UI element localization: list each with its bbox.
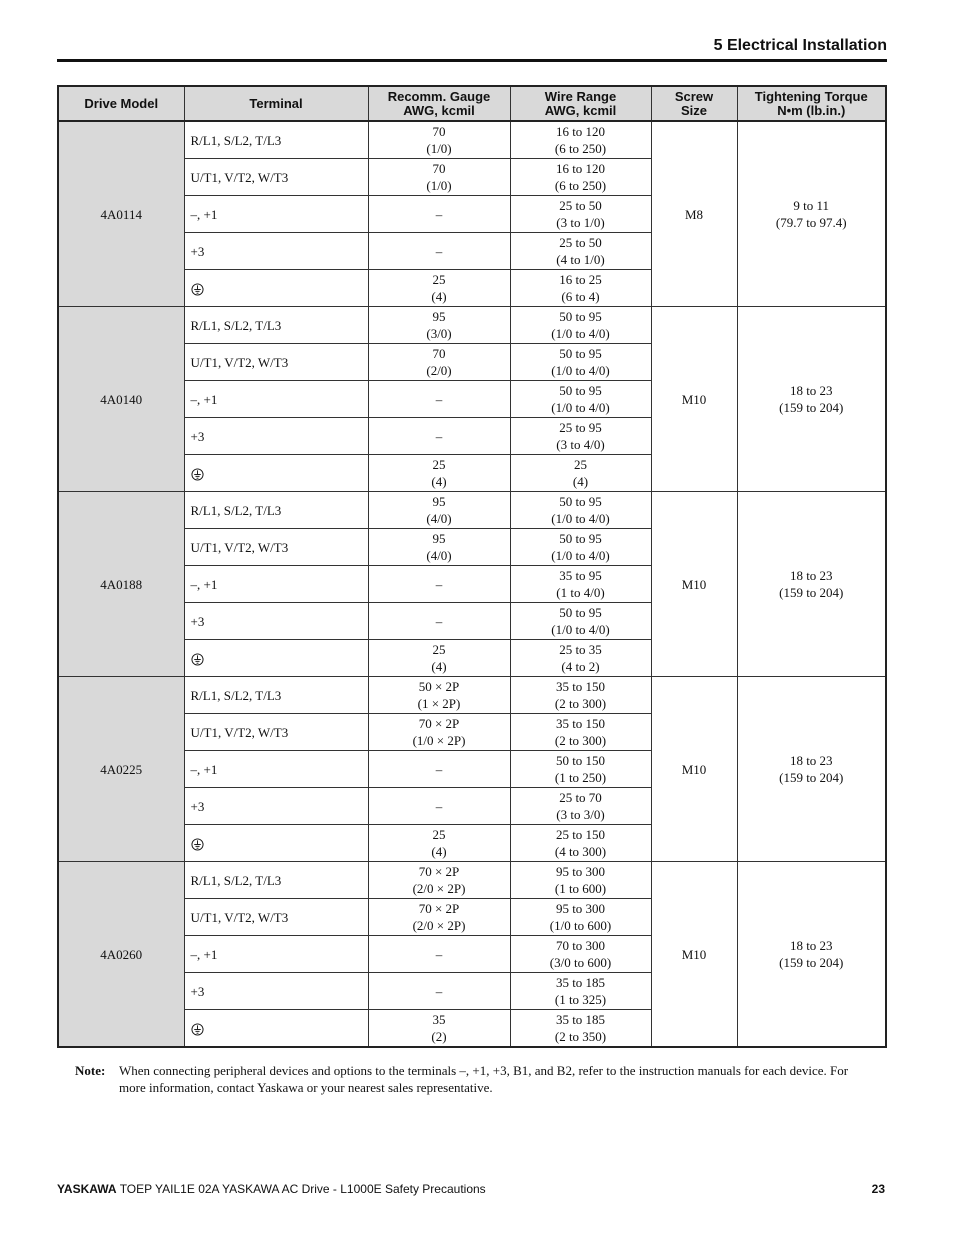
wire-range-cell: 16 to 25 (6 to 4): [510, 270, 651, 307]
drive-model-cell: 4A0140: [58, 307, 184, 492]
terminal-cell: U/T1, V/T2, W/T3: [184, 899, 368, 936]
footer-brand: YASKAWA: [57, 1182, 117, 1196]
wire-range-cell: 50 to 95 (1/0 to 4/0): [510, 529, 651, 566]
footer-text: TOEP YAIL1E 02A YASKAWA AC Drive - L1000E Safety Precautions: [116, 1182, 486, 1196]
recomm-gauge-cell: 70 × 2P (2/0 × 2P): [368, 862, 510, 899]
recomm-gauge-cell: 25 (4): [368, 455, 510, 492]
recomm-gauge-cell: –: [368, 973, 510, 1010]
terminal-cell: +3: [184, 973, 368, 1010]
ground-icon: [191, 283, 204, 296]
screw-size-cell: M8: [651, 121, 737, 307]
terminal-cell: R/L1, S/L2, T/L3: [184, 677, 368, 714]
recomm-gauge-cell: 70 (2/0): [368, 344, 510, 381]
terminal-cell: [184, 1010, 368, 1048]
recomm-gauge-cell: 70 × 2P (2/0 × 2P): [368, 899, 510, 936]
recomm-gauge-cell: 70 (1/0): [368, 159, 510, 196]
screw-size-cell: M10: [651, 677, 737, 862]
recomm-gauge-cell: –: [368, 196, 510, 233]
terminal-cell: –, +1: [184, 566, 368, 603]
terminal-cell: –, +1: [184, 751, 368, 788]
recomm-gauge-cell: 25 (4): [368, 640, 510, 677]
terminal-cell: U/T1, V/T2, W/T3: [184, 714, 368, 751]
screw-size-cell: M10: [651, 862, 737, 1048]
wire-range-cell: 70 to 300 (3/0 to 600): [510, 936, 651, 973]
terminal-cell: +3: [184, 788, 368, 825]
note-label: Note:: [75, 1063, 106, 1078]
wire-range-cell: 25 to 50 (3 to 1/0): [510, 196, 651, 233]
terminal-cell: U/T1, V/T2, W/T3: [184, 159, 368, 196]
terminal-cell: R/L1, S/L2, T/L3: [184, 121, 368, 159]
note-text: When connecting peripheral devices and options to the terminals –, +1, +3, B1, and B2, refer to the instruction manuals for each device. For more information, contact Yaskawa or your nearest sales representative.: [119, 1063, 849, 1095]
ground-icon: [191, 838, 204, 851]
recomm-gauge-cell: –: [368, 381, 510, 418]
recomm-gauge-cell: 95 (4/0): [368, 529, 510, 566]
recomm-gauge-cell: –: [368, 233, 510, 270]
terminal-cell: –, +1: [184, 936, 368, 973]
wire-range-cell: 50 to 95 (1/0 to 4/0): [510, 307, 651, 344]
tightening-torque-cell: 18 to 23 (159 to 204): [737, 677, 886, 862]
wire-range-cell: 35 to 95 (1 to 4/0): [510, 566, 651, 603]
wire-range-cell: 25 (4): [510, 455, 651, 492]
wire-range-cell: 50 to 95 (1/0 to 4/0): [510, 492, 651, 529]
wire-range-cell: 35 to 150 (2 to 300): [510, 677, 651, 714]
drive-model-cell: 4A0225: [58, 677, 184, 862]
tightening-torque-cell: 18 to 23 (159 to 204): [737, 862, 886, 1048]
wire-range-cell: 35 to 185 (1 to 325): [510, 973, 651, 1010]
wire-range-cell: 50 to 150 (1 to 250): [510, 751, 651, 788]
recomm-gauge-cell: 70 (1/0): [368, 121, 510, 159]
table-header-row: [58, 86, 886, 121]
ground-icon: [191, 1023, 204, 1036]
terminal-cell: [184, 640, 368, 677]
table-row: [58, 307, 886, 344]
terminal-cell: U/T1, V/T2, W/T3: [184, 529, 368, 566]
wire-range-cell: 25 to 150 (4 to 300): [510, 825, 651, 862]
ground-icon: [191, 468, 204, 481]
terminal-cell: U/T1, V/T2, W/T3: [184, 344, 368, 381]
terminal-cell: R/L1, S/L2, T/L3: [184, 862, 368, 899]
recomm-gauge-cell: 70 × 2P (1/0 × 2P): [368, 714, 510, 751]
drive-model-cell: 4A0188: [58, 492, 184, 677]
recomm-gauge-cell: –: [368, 788, 510, 825]
ground-icon: [191, 653, 204, 666]
wire-range-cell: 25 to 95 (3 to 4/0): [510, 418, 651, 455]
recomm-gauge-cell: 95 (4/0): [368, 492, 510, 529]
screw-size-cell: M10: [651, 307, 737, 492]
header-rule: [57, 59, 887, 62]
wire-gauge-table: [57, 85, 887, 1048]
header-tightening-torque: Tightening Torque N•m (lb.in.): [737, 86, 886, 121]
table-row: [58, 862, 886, 899]
recomm-gauge-cell: 25 (4): [368, 825, 510, 862]
tightening-torque-cell: 18 to 23 (159 to 204): [737, 307, 886, 492]
recomm-gauge-cell: –: [368, 603, 510, 640]
header-screw-size: Screw Size: [651, 86, 737, 121]
recomm-gauge-cell: 50 × 2P (1 × 2P): [368, 677, 510, 714]
wire-range-cell: 16 to 120 (6 to 250): [510, 159, 651, 196]
section-title: 5 Electrical Installation: [713, 37, 887, 54]
screw-size-cell: M10: [651, 492, 737, 677]
terminal-cell: [184, 270, 368, 307]
recomm-gauge-cell: –: [368, 418, 510, 455]
drive-model-cell: 4A0114: [58, 121, 184, 307]
recomm-gauge-cell: –: [368, 751, 510, 788]
header-terminal: Terminal: [184, 86, 368, 121]
wire-range-cell: 50 to 95 (1/0 to 4/0): [510, 344, 651, 381]
terminal-cell: [184, 455, 368, 492]
terminal-cell: +3: [184, 603, 368, 640]
wire-range-cell: 25 to 35 (4 to 2): [510, 640, 651, 677]
wire-range-cell: 50 to 95 (1/0 to 4/0): [510, 381, 651, 418]
recomm-gauge-cell: 25 (4): [368, 270, 510, 307]
page-footer: [57, 1182, 885, 1198]
header-recomm-gauge: Recomm. Gauge AWG, kcmil: [368, 86, 510, 121]
wire-range-cell: 95 to 300 (1/0 to 600): [510, 899, 651, 936]
page-number: 23: [871, 1182, 885, 1196]
wire-range-cell: 35 to 185 (2 to 350): [510, 1010, 651, 1048]
terminal-cell: –, +1: [184, 381, 368, 418]
tightening-torque-cell: 18 to 23 (159 to 204): [737, 492, 886, 677]
header-wire-range: Wire Range AWG, kcmil: [510, 86, 651, 121]
recomm-gauge-cell: 95 (3/0): [368, 307, 510, 344]
table-row: [58, 121, 886, 159]
terminal-cell: R/L1, S/L2, T/L3: [184, 492, 368, 529]
terminal-cell: –, +1: [184, 196, 368, 233]
wire-range-cell: 25 to 70 (3 to 3/0): [510, 788, 651, 825]
table-row: [58, 492, 886, 529]
terminal-cell: R/L1, S/L2, T/L3: [184, 307, 368, 344]
wire-range-cell: 50 to 95 (1/0 to 4/0): [510, 603, 651, 640]
wire-range-cell: 35 to 150 (2 to 300): [510, 714, 651, 751]
terminal-cell: +3: [184, 418, 368, 455]
terminal-cell: +3: [184, 233, 368, 270]
recomm-gauge-cell: –: [368, 936, 510, 973]
wire-range-cell: 25 to 50 (4 to 1/0): [510, 233, 651, 270]
wire-range-cell: 16 to 120 (6 to 250): [510, 121, 651, 159]
header-drive-model: Drive Model: [58, 86, 184, 121]
recomm-gauge-cell: –: [368, 566, 510, 603]
wire-range-cell: 95 to 300 (1 to 600): [510, 862, 651, 899]
terminal-cell: [184, 825, 368, 862]
tightening-torque-cell: 9 to 11 (79.7 to 97.4): [737, 121, 886, 307]
recomm-gauge-cell: 35 (2): [368, 1010, 510, 1048]
drive-model-cell: 4A0260: [58, 862, 184, 1048]
table-row: [58, 677, 886, 714]
